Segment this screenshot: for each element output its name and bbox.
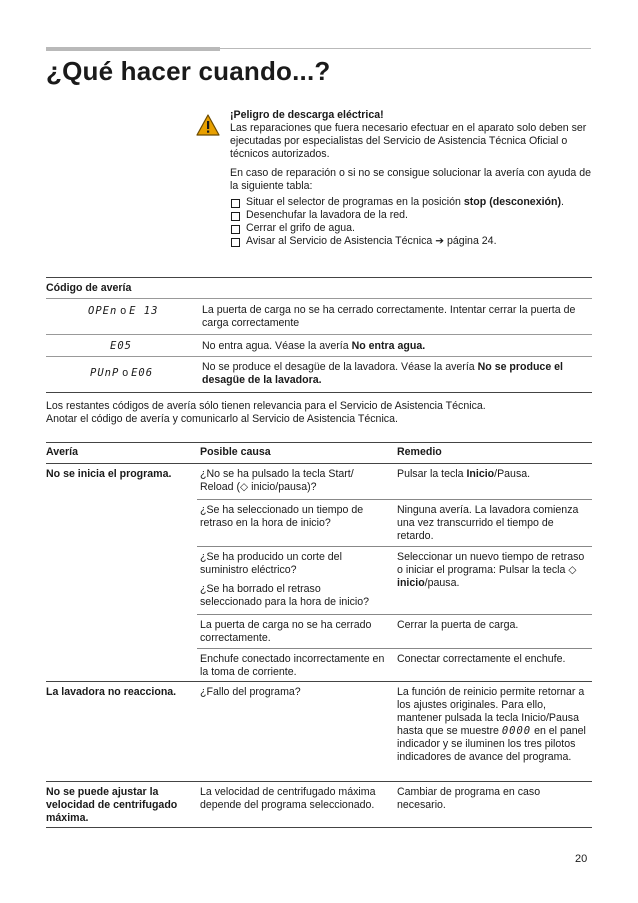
error-desc: La puerta de carga no se ha cerrado correctamente. Intentar cerrar la puerta de carga correctamente <box>202 304 576 329</box>
page-title: ¿Qué hacer cuando...? <box>46 56 331 86</box>
checkbox-icon <box>231 212 240 221</box>
checkbox-icon <box>231 225 240 234</box>
col-header-cause: Posible causa <box>200 446 271 458</box>
remedy: La función de reinicio permite retornar a los ajustes originales. Para ello, mantener pulsada la tecla Inicio/Pausa hasta que se muestre 0000 en el panel indicador y se iluminen los tres pilotos indicadores de avance del programa. <box>397 686 586 763</box>
remedy: Conectar correctamente el enchufe. <box>397 653 566 665</box>
cause: ¿Fallo del programa? <box>200 686 301 698</box>
checkbox-icon <box>231 199 240 208</box>
repair-step: Avisar al Servicio de Asistencia Técnica ➔ página 24. <box>230 235 592 248</box>
warning-icon <box>196 114 220 136</box>
header-rule <box>220 48 591 49</box>
note: Anotar el código de avería y comunicarlo al Servicio de Asistencia Técnica. <box>46 413 398 425</box>
repair-step: Situar el selector de programas en la posición stop (desconexión). <box>230 196 592 209</box>
warning-block <box>230 109 592 248</box>
table-rule <box>46 334 592 335</box>
cause: La velocidad de centrifugado máxima depende del programa seleccionado. <box>200 786 376 811</box>
table-rule <box>197 499 592 500</box>
cause: ¿No se ha pulsado la tecla Start/ Reload (◇ inicio/pausa)? <box>200 468 354 493</box>
fault-table-bottom-rule <box>46 827 592 828</box>
error-desc: No se produce el desagüe de la lavadora. Véase la avería No se produce el desagüe de la lavadora. <box>202 361 563 386</box>
note: Los restantes códigos de avería sólo tienen relevancia para el Servicio de Asistencia Técnica. <box>46 400 486 412</box>
repair-step: Desenchufar la lavadora de la red. <box>230 209 592 222</box>
error-desc: No entra agua. Véase la avería No entra agua. <box>202 340 426 352</box>
table-rule <box>46 298 592 299</box>
col-header-fault: Avería <box>46 446 78 458</box>
table-rule <box>46 356 592 357</box>
warning-text: Las reparaciones que fuera necesario efectuar en el aparato solo deben ser ejecutadas por especialistas del Servicio de Asistencia Técnica Oficial o técnicos autorizados. <box>230 122 587 160</box>
table-rule <box>197 614 592 615</box>
repair-steps <box>230 196 592 248</box>
cause: Enchufe conectado incorrectamente en la toma de corriente. <box>200 653 385 678</box>
remedy: Cambiar de programa en caso necesario. <box>397 786 541 811</box>
error-code-header: Código de avería <box>46 282 132 294</box>
table-rule <box>46 681 592 682</box>
table-rule <box>197 648 592 649</box>
cause: ¿Se ha seleccionado un tiempo de retraso en la hora de inicio? <box>200 504 364 529</box>
cause: ¿Se ha producido un corte del suministro eléctrico? <box>200 551 342 576</box>
fault-name: No se puede ajustar la velocidad de centrifugado máxima. <box>46 786 178 824</box>
error-table-bottom-rule <box>46 392 592 393</box>
checkbox-icon <box>231 238 240 247</box>
cause: ¿Se ha borrado el retraso seleccionado para la hora de inicio? <box>200 583 370 608</box>
cause: La puerta de carga no se ha cerrado correctamente. <box>200 619 372 644</box>
warning-heading: ¡Peligro de descarga eléctrica! <box>230 109 384 121</box>
repair-intro: En caso de reparación o si no se consigue solucionar la avería con ayuda de la siguiente tabla: <box>230 167 592 192</box>
error-code: PUnP o E06 <box>90 367 154 379</box>
remedy: Cerrar la puerta de carga. <box>397 619 519 631</box>
remedy: Seleccionar un nuevo tiempo de retraso o iniciar el programa: Pulsar la tecla ◇ inicio/pausa. <box>397 551 585 589</box>
error-code: OPEn o E 13 <box>88 305 159 317</box>
fault-table-top-rule <box>46 442 592 443</box>
fault-name: La lavadora no reacciona. <box>46 686 177 698</box>
table-rule <box>46 781 592 782</box>
repair-step: Cerrar el grifo de agua. <box>230 222 592 235</box>
fault-name: No se inicia el programa. <box>46 468 172 480</box>
table-rule <box>197 546 592 547</box>
table-rule <box>46 463 592 464</box>
header-bar <box>46 47 220 51</box>
error-table-top-rule <box>46 277 592 278</box>
page-number: 20 <box>575 853 588 865</box>
remedy: Ninguna avería. La lavadora comienza una vez transcurrido el tiempo de retardo. <box>397 504 579 542</box>
col-header-remedy: Remedio <box>397 446 442 458</box>
error-code: E05 <box>110 340 132 352</box>
remedy: Pulsar la tecla Inicio/Pausa. <box>397 468 531 480</box>
